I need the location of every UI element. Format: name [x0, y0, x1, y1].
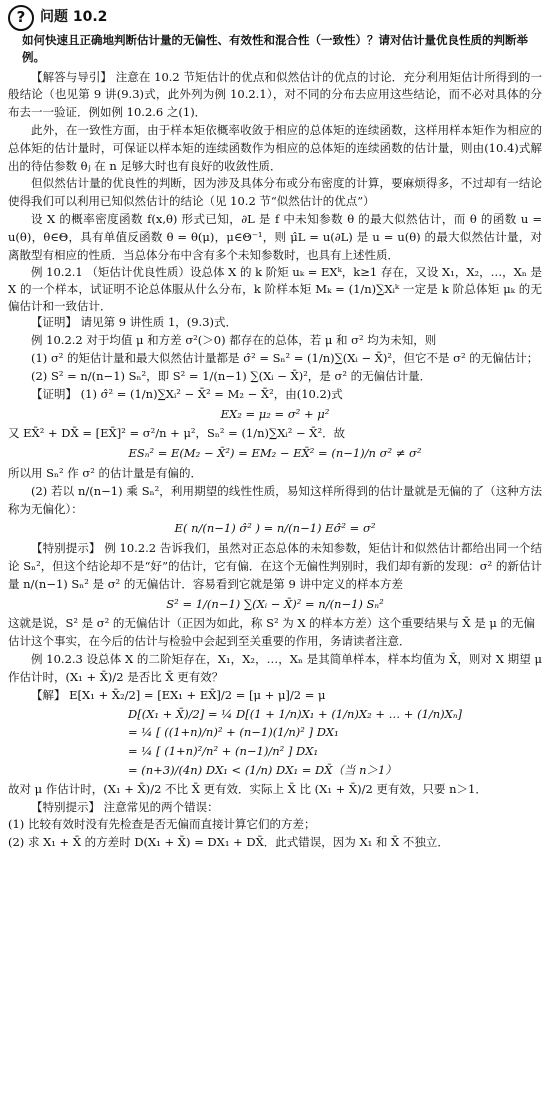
- paragraph-consistency: 此外，在一致性方面，由于样本矩依概率收敛于相应的总体矩的连续函数，这样用样本矩作为相应的总体矩的估计量时，可保证以样本矩的连续函数作为相应的总体矩的连续函数的估计量，则由(10.4)式解出的待估参数 θⱼ 在 n 足够大时也有良好的收敛性质．: [8, 122, 542, 173]
- section-title: 问题 10.2: [40, 9, 108, 26]
- solution-variance-4: = (n+3)/(4n) DX₁ < (1/n) DX₁ = DX̄（当 n＞1）: [128, 762, 397, 777]
- formula-sample-variance: S² = 1/(n−1) ∑(Xᵢ − X̄)² = n/(n−1) Sₙ²: [166, 596, 384, 611]
- solution-conclusion: 故对 μ 作估计时，(X₁ + X̄)/2 不比 X̄ 更有效．实际上 X̄ 比 (X₁ + X̄)/2 更有效，只要 n＞1．: [8, 781, 487, 796]
- special-note-1: 【特别提示】 例 10.2.2 告诉我们，虽然对正态总体的未知参数，矩估计和似然估计都给出同一个结论 Sₙ²，但这个结论却不是“好”的估计，它有偏．在这个无偏性判别时，我们却有新的发现：σ² 的新估计量 n/(n−1) Sₙ² 是 σ² 的无偏估计．容易看到它就是第 9 讲中定义的样本方差: [8, 541, 542, 591]
- section-header: [8, 6, 542, 30]
- example-10-2-1: 例 10.2.1 （矩估计优良性质）设总体 X 的 k 阶矩 uₖ = EXᵏ，k≥1 存在，又设 X₁，X₂，…，Xₙ 是 X 的一个样本，试证明不论总体服从什么分布，k 阶样本矩 Mₖ = (1/n)∑Xᵢᵏ 一定是 k 阶总体矩 μₖ 的无偏估计和一致估计．: [8, 265, 542, 313]
- paragraph-invariance: 设 X 的概率密度函数 f(x,θ) 形式已知，∂L 是 f 中未知参数 θ 的最大似然估计，而 θ 的函数 u = u(θ)，θ∈Θ，具有单值反函数 θ = θ(μ)，μ∈Θ⁻¹，则 μ̂L = u(∂L) 是 u = u(θ) 的最大似然估计量，对离散型有相应的性质．当总体分布中含有多个未知参数时，也具有上述性质．: [8, 212, 542, 262]
- body-text: [8, 69, 542, 853]
- example-10-2-2-part1: (1) σ² 的矩估计量和最大似然估计量都是 σ̂² = Sₙ² = (1/n)∑(Xᵢ − X̄)²，但它不是 σ² 的无偏估计；: [31, 351, 539, 366]
- unbiasing-paragraph: (2) 若以 n/(n−1) 乘 Sₙ²，利用期望的线性性质，易知这样所得到的估计量就是无偏的了（这种方法称为无偏化）：: [8, 483, 542, 516]
- formula-again: 又 EX̄² + DX̄ = [EX̄]² = σ²/n + μ²，Sₙ² = (1/n)∑Xᵢ² − X̄²．故: [8, 426, 346, 441]
- proof-10-2-1: 【证明】 请见第 9 讲性质 1，(9.3)式．: [31, 315, 238, 330]
- question-mark-icon: ?: [8, 5, 34, 31]
- paragraph-answer-guide: 【解答与导引】 注意在 10.2 节矩估计的优点和似然估计的优点的讨论．充分利用矩估计所得到的一般结论（也见第 9 讲(9.3)式，此外列为例 10.2.1），对不同的分布去应用这些结论，而不必对具体的分布去一一验证．例如例 10.2.6 之(1)．: [8, 69, 542, 120]
- error-1: (1) 比较有效时没有先检查是否无偏而直接计算它们的方差；: [8, 817, 316, 832]
- proof-10-2-2: 【证明】 (1) σ̂² = (1/n)∑Xᵢ² − X̄² = M₂ − X̄²，由(10.2)式: [31, 386, 343, 401]
- solution-variance-3: = ¼ [ (1+n)²/n² + (n−1)/n² ] DX₁: [128, 744, 319, 759]
- solution-variance-2: = ¼ [ ((1+n)/n)² + (n−1)(1/n)² ] DX₁: [128, 725, 339, 740]
- paragraph-mle: 但似然估计量的优良性的判断，因为涉及具体分布或分布密度的计算，要麻烦得多，不过却有一结论使得我们可以利用已知似然估计的结论（见 10.2 节“似然估计的优点”）: [8, 176, 542, 209]
- paragraph-importance: 这就是说，S² 是 σ² 的无偏估计（正因为如此，称 S² 为 X 的样本方差）这个重要结果与 X̄ 是 μ 的无偏估计这个事实，在今后的估计与检验中会起到至关重要的作用，务请读者注意．: [8, 616, 535, 649]
- example-10-2-2: 例 10.2.2 对于均值 μ 和方差 σ²(＞0) 都存在的总体，若 μ 和 σ² 均为未知，则: [31, 333, 437, 348]
- formula-esn2: ESₙ² = E(M₂ − X̄²) = EM₂ − EX̄² = (n−1)/n σ² ≠ σ²: [128, 446, 422, 461]
- question-text: 如何快速且正确地判断估计量的无偏性、有效性和混合性（一致性）？请对估计量优良性质的判断举例。: [22, 33, 528, 65]
- formula-unbiased: E( n/(n−1) σ̂² ) = n/(n−1) Eσ̂² = σ²: [174, 521, 376, 536]
- formula-ex2: EX₂ = μ₂ = σ² + μ²: [220, 406, 330, 421]
- conclusion-biased: 所以用 Sₙ² 作 σ² 的估计量是有偏的．: [8, 465, 203, 480]
- example-10-2-3: 例 10.2.3 设总体 X 的二阶矩存在，X₁，X₂，…，Xₙ 是其简单样本，样本均值为 X̄，则对 X 期望 μ 作估计时，(X₁ + X̄)/2 是否比 X̄ 更有效？: [8, 652, 542, 684]
- error-2: (2) 求 X₁ + X̄ 的方差时 D(X₁ + X̄) = DX₁ + DX̄．此式错误，因为 X₁ 和 X̄ 不独立．: [8, 835, 449, 850]
- solution-expectation: 【解】 E[X₁ + X̄₂/2] = [EX₁ + EX̄]/2 = [μ + μ]/2 = μ: [31, 687, 326, 702]
- example-10-2-2-part2: (2) S² = n/(n−1) Sₙ²，即 S² = 1/(n−1) ∑(Xᵢ − X̄)²，是 σ² 的无偏估计量．: [31, 368, 432, 383]
- solution-variance-1: D[(X₁ + X̄)/2] = ¼ D[(1 + 1/n)X₁ + (1/n)X₂ + … + (1/n)Xₙ]: [128, 706, 462, 721]
- special-note-2: 【特别提示】 注意常见的两个错误：: [31, 799, 219, 814]
